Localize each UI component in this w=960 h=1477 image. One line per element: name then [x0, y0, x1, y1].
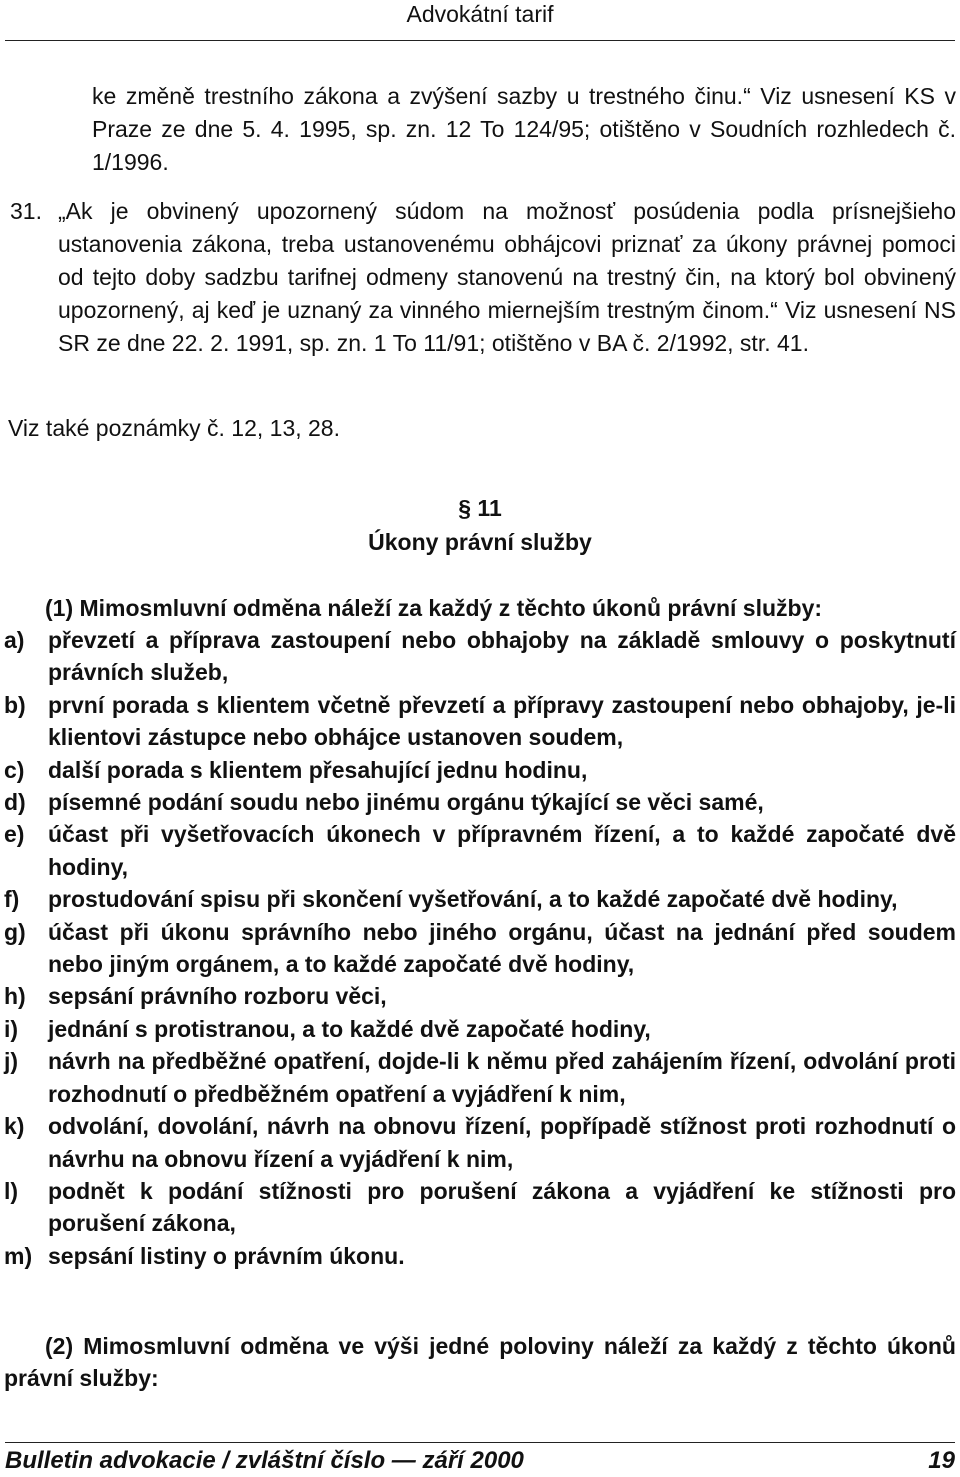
item-text: první porada s klientem včetně převzetí a přípravy zastoupení nebo obhajoby, je-li klientovi zástupce nebo obhájce ustanoven soudem,: [48, 691, 956, 751]
item-label: g): [4, 918, 26, 945]
item-label: b): [4, 691, 26, 718]
note-continued-text: ke změně trestního zákona a zvýšení sazby u trestného činu.“ Viz usnesení KS v Praze ze dne 5. 4. 1995, sp. zn. 12 To 124/95; otištěno v Soudních rozhledech č. 1/1996.: [92, 83, 956, 175]
item-label: e): [4, 821, 25, 848]
note-31-text: „Ak je obvinený upozornený súdom na možnosť posúdenia podla prísnejšieho ustanovenia zákona, treba ustanovenému obhájcovi priznať za úkony právnej pomoci od tejto doby sadzbu tarifnej odmeny stanovenú na trestný čin, na ktorý bol obvinený upozornený, aj keď je uznaný za vinného miernejším trestným činom.“ Viz usnesení NS SR ze dne 22. 2. 1991, sp. zn. 1 To 11/91; otištěno v BA č. 2/1992, str. 41.: [58, 198, 956, 356]
item-label: i): [4, 1015, 19, 1042]
page-number: 19: [928, 1447, 955, 1474]
item-text: účast při úkonu správního nebo jiného orgánu, účast na jednání před soudem nebo jiným orgánem, a to každé započaté dvě hodiny,: [48, 918, 956, 978]
running-header: Advokátní tarif: [406, 1, 554, 27]
item-text: písemné podání soudu nebo jinému orgánu týkající se věci samé,: [48, 789, 764, 816]
list-item: [4, 818, 956, 883]
item-label: m): [4, 1242, 33, 1269]
list-item: [4, 624, 956, 689]
item-label: k): [4, 1113, 25, 1140]
item-text: jednání s protistranou, a to každé dvě započaté hodiny,: [48, 1015, 651, 1042]
list-item: [4, 689, 956, 754]
item-label: j): [4, 1048, 19, 1075]
item-label: h): [4, 983, 26, 1010]
list-item: [4, 754, 956, 786]
list-item: [4, 1110, 956, 1175]
running-footer: [5, 1446, 955, 1476]
item-text: sepsání právního rozboru věci,: [48, 983, 387, 1010]
item-text: návrh na předběžné opatření, dojde-li k němu před zahájením řízení, odvolání proti rozhodnutí o předběžném opatření a vyjádření k nim,: [48, 1048, 956, 1107]
item-text: převzetí a příprava zastoupení nebo obhajoby na základě smlouvy o poskytnutí právních služeb,: [48, 627, 956, 686]
see-also-notes: Viz také poznámky č. 12, 13, 28.: [8, 415, 340, 441]
item-text: podnět k podání stížnosti pro porušení zákona a vyjádření ke stížnosti pro porušení zákona,: [48, 1177, 956, 1237]
list-item: [4, 916, 956, 981]
section-number: § 11: [458, 495, 502, 521]
list-item: [4, 883, 956, 915]
footer-rule: [5, 1442, 955, 1443]
item-text: prostudování spisu při skončení vyšetřování, a to každé započaté dvě hodiny,: [48, 886, 898, 913]
item-list: [4, 624, 956, 1272]
header-rule: [5, 40, 955, 41]
item-label: l): [4, 1177, 19, 1204]
publication-name: Bulletin advokacie / zvláštní číslo — září 2000: [5, 1447, 524, 1474]
note-31-number: 31.: [10, 198, 42, 224]
list-item: [4, 1175, 956, 1240]
item-label: a): [4, 627, 25, 653]
list-item: [4, 786, 956, 818]
note-31: [10, 195, 956, 360]
item-label: f): [4, 886, 20, 913]
paragraph-1-intro: (1) Mimosmluvní odměna náleží za každý z těchto úkonů právní služby:: [45, 595, 823, 621]
list-item: [4, 980, 956, 1012]
section-title: Úkony právní služby: [368, 529, 592, 555]
list-item: [4, 1240, 956, 1272]
item-text: sepsání listiny o právním úkonu.: [48, 1242, 405, 1269]
item-text: účast při vyšetřovacích úkonech v přípravném řízení, a to každé započaté dvě hodiny,: [48, 821, 956, 880]
list-item: [4, 1045, 956, 1110]
item-label: c): [4, 756, 25, 783]
item-text: další porada s klientem přesahující jednu hodinu,: [48, 756, 588, 783]
list-item: [4, 1013, 956, 1045]
item-label: d): [4, 789, 26, 816]
paragraph-2: (2) Mimosmluvní odměna ve výši jedné poloviny náleží za každý z těchto úkonů právní služby:: [4, 1333, 956, 1392]
item-text: odvolání, dovolání, návrh na obnovu řízení, popřípadě stížnost proti rozhodnutí o návrhu na obnovu řízení a vyjádření k nim,: [48, 1113, 956, 1172]
